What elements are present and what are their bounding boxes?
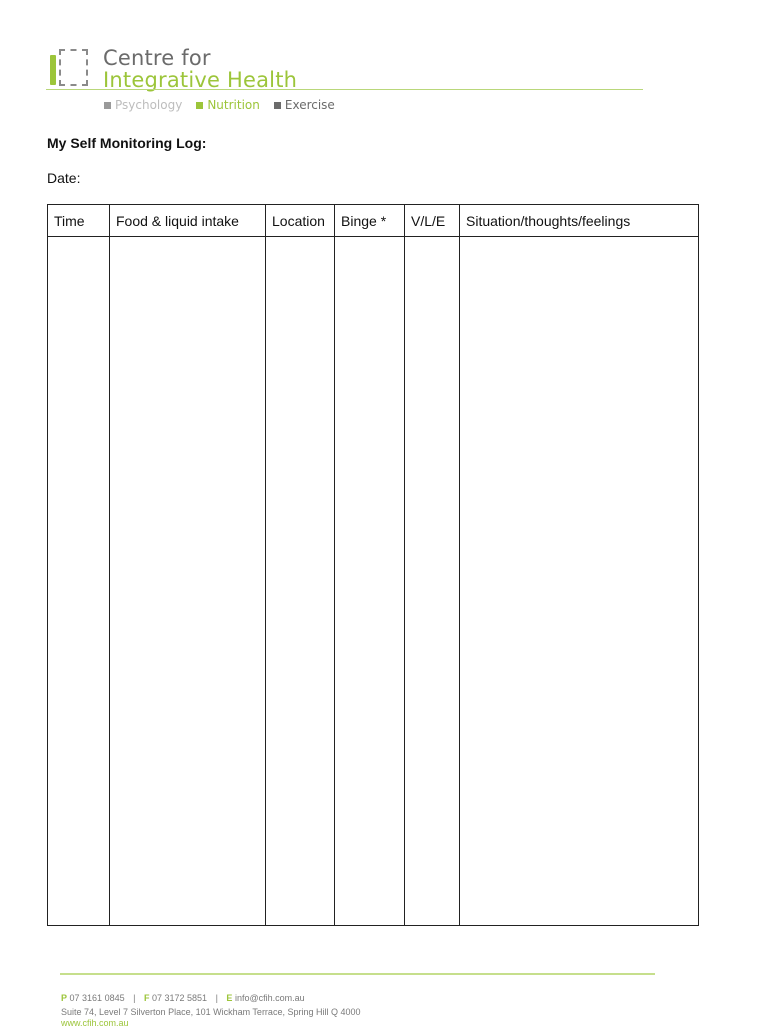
- column-header-food-liquid-intake: Food & liquid intake: [110, 205, 266, 237]
- table-header-row: [48, 205, 699, 237]
- website-link[interactable]: www.cfih.com.au: [61, 1018, 129, 1028]
- phone-number: 07 3161 0845: [69, 993, 125, 1003]
- email-label: E: [226, 993, 233, 1003]
- services-list: [104, 98, 335, 112]
- column-header-location: Location: [266, 205, 335, 237]
- service-label: Psychology: [115, 98, 183, 112]
- logo-frame: [59, 49, 88, 86]
- logo-mark-icon: [50, 49, 90, 89]
- header-divider: [46, 89, 643, 90]
- service-label: Exercise: [284, 98, 335, 112]
- time-entry-cell[interactable]: [48, 237, 110, 926]
- footer-address: Suite 74, Level 7 Silverton Place, 101 Wickham Terrace, Spring Hill Q 4000: [61, 1007, 361, 1017]
- location-entry-cell[interactable]: [266, 237, 335, 926]
- fax-number: 07 3172 5851: [151, 993, 208, 1003]
- vle-entry-cell[interactable]: [405, 237, 460, 926]
- footer-contacts: [61, 993, 305, 1003]
- self-monitoring-log-table: [47, 204, 699, 926]
- fax-label: F: [143, 993, 150, 1003]
- logo-text-line2: Integrative Health: [103, 68, 298, 92]
- table-row: [48, 237, 699, 926]
- page-title: My Self Monitoring Log:: [47, 135, 207, 151]
- service-label: Nutrition: [207, 98, 260, 112]
- email-link[interactable]: info@cfih.com.au: [234, 993, 305, 1003]
- date-label: Date:: [47, 170, 81, 186]
- binge-entry-cell[interactable]: [335, 237, 405, 926]
- column-header-vle: V/L/E: [405, 205, 460, 237]
- column-header-time: Time: [48, 205, 110, 237]
- service-exercise: [274, 98, 335, 112]
- food-entry-cell[interactable]: [110, 237, 266, 926]
- logo-green-bar: [50, 55, 56, 85]
- square-bullet-icon: [104, 102, 111, 109]
- logo-text-line1: Centre for: [103, 46, 211, 70]
- situation-entry-cell[interactable]: [460, 237, 699, 926]
- footer-divider: [60, 973, 655, 975]
- phone-label: P: [61, 993, 68, 1003]
- column-header-situation: Situation/thoughts/feelings: [460, 205, 699, 237]
- service-psychology: [104, 98, 182, 112]
- column-header-binge: Binge *: [335, 205, 405, 237]
- service-nutrition: [196, 98, 260, 112]
- square-bullet-icon: [196, 102, 203, 109]
- square-bullet-icon: [274, 102, 281, 109]
- separator: |: [215, 993, 218, 1003]
- separator: |: [133, 993, 136, 1003]
